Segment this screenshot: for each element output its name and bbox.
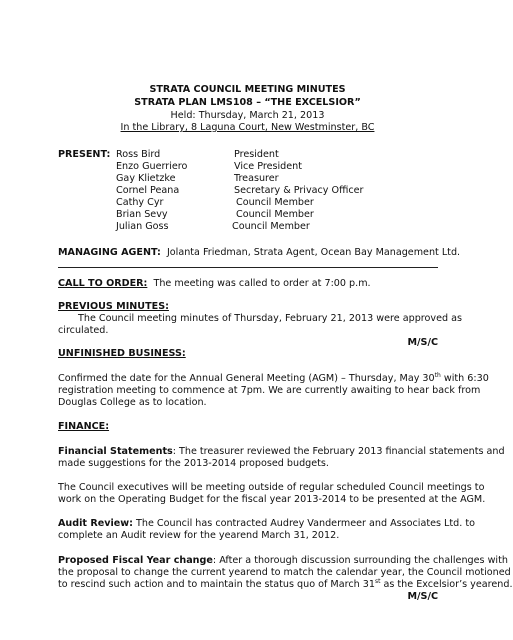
member-name: Ross Bird [116,149,161,160]
present-label: PRESENT: [58,149,111,160]
meeting-date: Held: Thursday, March 21, 2013 [170,110,325,121]
executives-text: The Council executives will be meeting outside of regular scheduled Council meetings to [58,482,485,493]
document-title: STRATA COUNCIL MEETING MINUTES [149,84,346,95]
managing-agent-text: Jolanta Friedman, Strata Agent, Ocean Bay Management Ltd. [166,247,461,258]
member-role: Treasurer [234,173,279,184]
member-name: Julian Goss [116,221,169,232]
financial-statements-label: Financial Statements [58,446,173,457]
call-to-order-label: CALL TO ORDER: [58,278,148,289]
fiscal-year-change-label: Proposed Fiscal Year change [58,555,213,566]
audit-review-label: Audit Review: [58,518,133,529]
ordinal-suffix: st [374,577,381,585]
unfinished-business-label: UNFINISHED BUSINESS: [58,348,186,359]
managing-agent-line [58,247,460,259]
member-role: Secretary & Privacy Officer [234,185,364,196]
text-fragment: : After a thorough discussion surrounding the challenges with [212,555,508,566]
motion-label: M/S/C [407,337,438,348]
audit-review-text [58,518,475,530]
audit-review-text: complete an Audit review for the yearend March 31, 2012. [58,530,340,541]
member-name: Enzo Guerriero [116,161,188,172]
previous-minutes-text: The Council meeting minutes of Thursday, February 21, 2013 were approved as [78,313,462,324]
ordinal-suffix: th [434,371,441,379]
member-role: Council Member [236,209,314,220]
unfinished-business-text: registration meeting to commence at 7pm. We are currently awaiting to hear back from [58,385,481,396]
financial-statements-text [58,446,505,458]
member-role: Council Member [232,221,310,232]
call-to-order-text: The meeting was called to order at 7:00 p.m. [153,278,371,289]
call-to-order-line [58,278,371,290]
member-role: President [234,149,279,160]
fiscal-year-change-text: the proposal to change the current yearend to match the calendar year, the Council motioned [58,567,511,578]
fiscal-year-change-text [58,555,508,567]
motion-label: M/S/C [407,591,438,602]
section-divider [58,267,438,268]
member-name: Brian Sevy [116,209,168,220]
text-fragment: Confirmed the date for the Annual General Meeting (AGM) – Thursday, May 30 [58,373,435,384]
managing-agent-label: MANAGING AGENT: [58,247,161,258]
text-fragment: : The treasurer reviewed the February 2013 financial statements and [172,446,505,457]
fiscal-year-change-text [58,579,513,591]
member-name: Gay Klietzke [116,173,176,184]
unfinished-business-text [58,373,489,385]
text-fragment: with 6:30 [440,373,489,384]
finance-label: FINANCE: [58,421,110,432]
member-name: Cathy Cyr [116,197,164,208]
text-fragment: The Council has contracted Audrey Vandermeer and Associates Ltd. to [132,518,475,529]
executives-text: work on the Operating Budget for the fiscal year 2013-2014 to be presented at the AGM. [58,494,486,505]
unfinished-business-text: Douglas College as to location. [58,397,207,408]
member-name: Cornel Peana [116,185,180,196]
previous-minutes-label: PREVIOUS MINUTES: [58,301,169,312]
previous-minutes-text: circulated. [58,325,109,336]
document-subtitle: STRATA PLAN LMS108 – “THE EXCELSIOR” [134,97,361,108]
text-fragment: as the Excelsior’s yearend. [380,579,513,590]
text-fragment: to rescind such action and to maintain the status quo of March 31 [58,579,375,590]
member-role: Vice President [234,161,302,172]
member-role: Council Member [236,197,314,208]
financial-statements-text: made suggestions for the 2013-2014 proposed budgets. [58,458,329,469]
meeting-location: In the Library, 8 Laguna Court, New Westminster, BC [120,122,375,133]
